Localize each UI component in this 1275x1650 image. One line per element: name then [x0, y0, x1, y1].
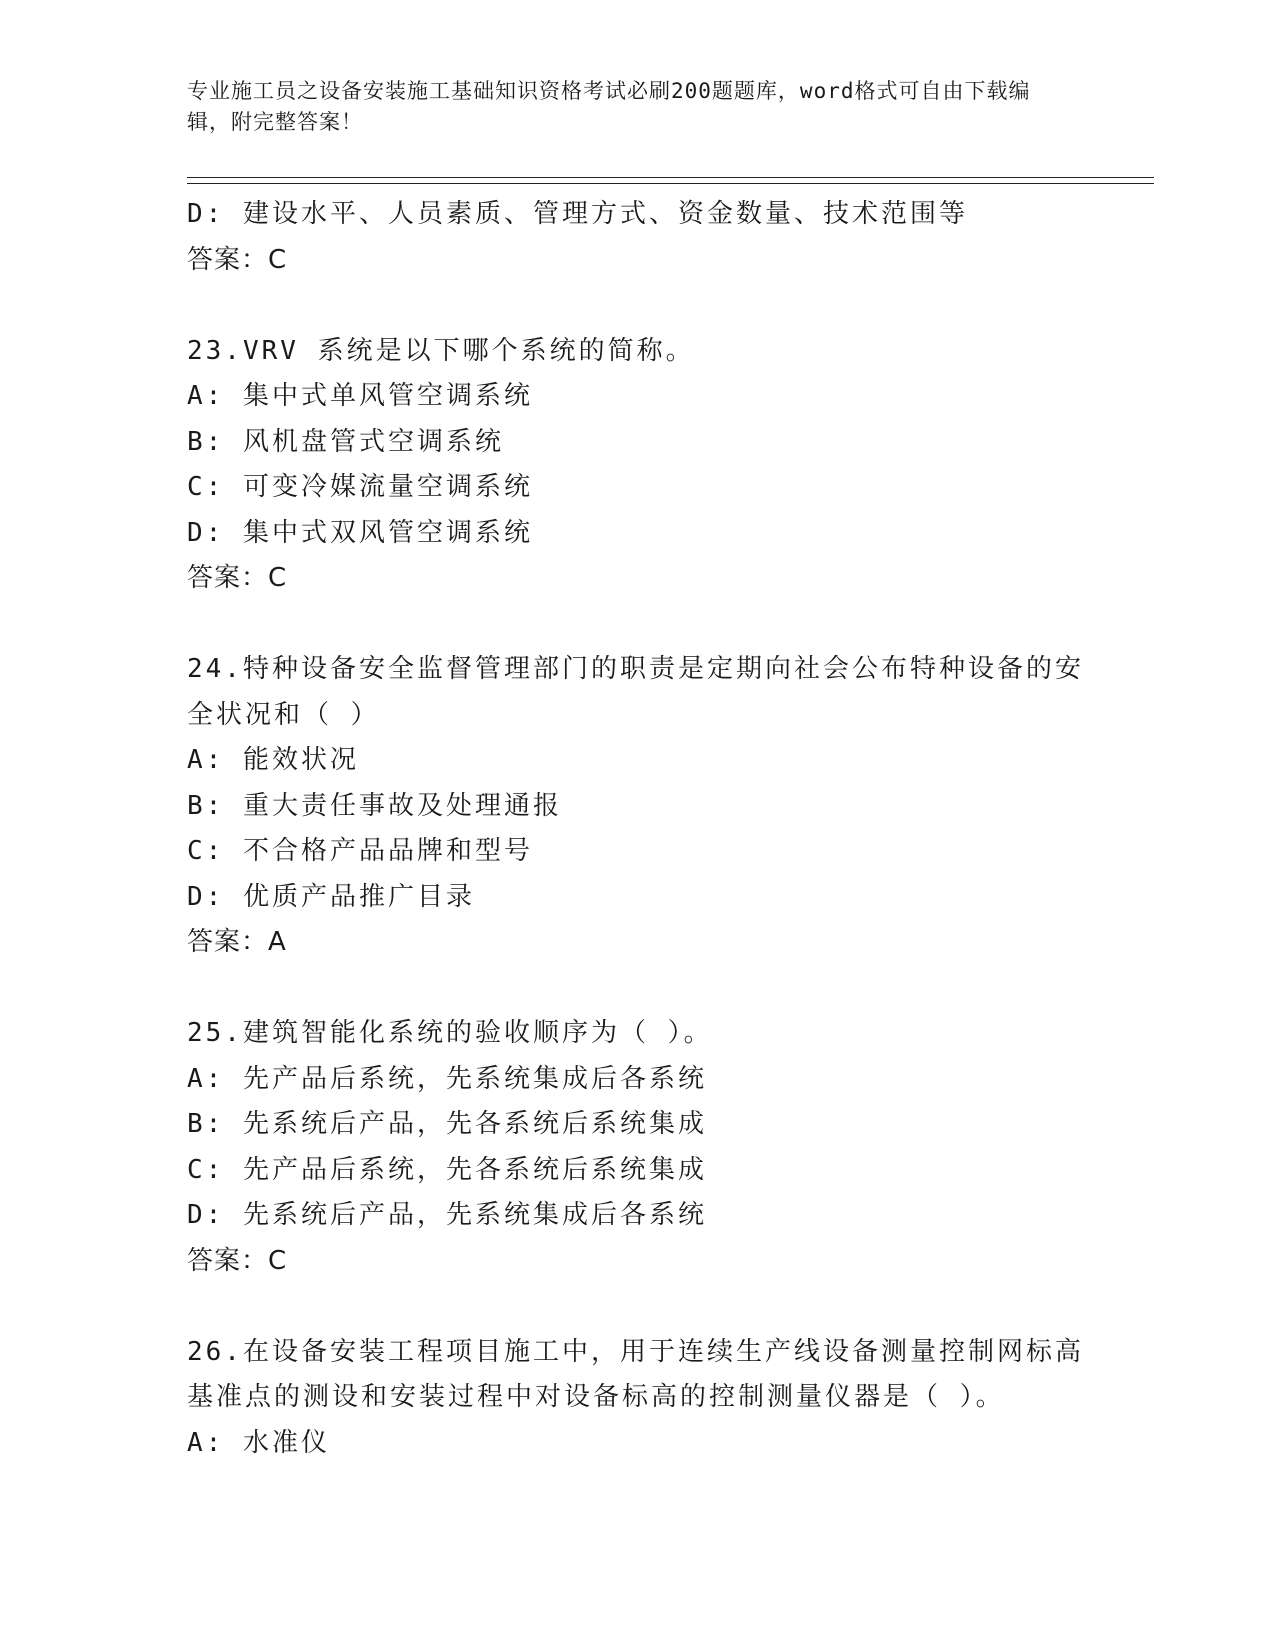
- spacer: [187, 283, 1087, 329]
- option-d: D: 集中式双风管空调系统: [187, 517, 533, 548]
- question-stem-line-2: 全状况和（ ）: [187, 699, 380, 730]
- option-a: A: 能效状况: [187, 745, 359, 775]
- previous-question-tail: [187, 192, 1087, 283]
- option-b: B: 先系统后产品，先各系统后系统集成: [187, 1109, 707, 1139]
- document-body: [187, 192, 1087, 1466]
- spacer: [187, 966, 1087, 1012]
- header-divider-bottom: [187, 183, 1154, 184]
- option-d: D: 优质产品推广目录: [187, 881, 475, 912]
- option-c: C: 先产品后系统，先各系统后系统集成: [187, 1154, 707, 1185]
- question-stem: 23.VRV 系统是以下哪个系统的简称。: [187, 335, 695, 366]
- question-25: [187, 1011, 1087, 1284]
- option-c: C: 可变冷媒流量空调系统: [187, 472, 533, 502]
- answer-line: 答案：C: [187, 244, 288, 275]
- answer-line: 答案：C: [187, 563, 288, 593]
- question-24: [187, 647, 1087, 966]
- page-header: [187, 76, 1067, 138]
- option-d: D: 建设水平、人员素质、管理方式、资金数量、技术范围等: [187, 199, 968, 229]
- answer-line: 答案：C: [187, 1245, 288, 1276]
- question-23: [187, 329, 1087, 602]
- answer-line: 答案：A: [187, 927, 287, 957]
- option-a: A: 集中式单风管空调系统: [187, 381, 533, 411]
- option-c: C: 不合格产品品牌和型号: [187, 836, 533, 866]
- question-stem: 25.建筑智能化系统的验收顺序为（ ）。: [187, 1018, 713, 1048]
- spacer: [187, 1284, 1087, 1330]
- option-d: D: 先系统后产品，先系统集成后各系统: [187, 1200, 707, 1230]
- question-stem-line-1: 26.在设备安装工程项目施工中，用于连续生产线设备测量控制网标高: [187, 1336, 1084, 1367]
- option-a: A: 先产品后系统，先系统集成后各系统: [187, 1063, 707, 1094]
- option-b: B: 重大责任事故及处理通报: [187, 790, 562, 821]
- header-text: 专业施工员之设备安装施工基础知识资格考试必刷200题题库，word格式可自由下载编辑，附完整答案！: [187, 79, 1031, 134]
- option-b: B: 风机盘管式空调系统: [187, 426, 504, 457]
- question-26: [187, 1330, 1087, 1467]
- question-stem-line-2: 基准点的测设和安装过程中对设备标高的控制测量仪器是（ ）。: [187, 1382, 1005, 1412]
- question-stem-line-1: 24.特种设备安全监督管理部门的职责是定期向社会公布特种设备的安: [187, 654, 1084, 684]
- spacer: [187, 602, 1087, 648]
- option-a: A: 水准仪: [187, 1427, 330, 1458]
- header-divider-top: [187, 177, 1154, 178]
